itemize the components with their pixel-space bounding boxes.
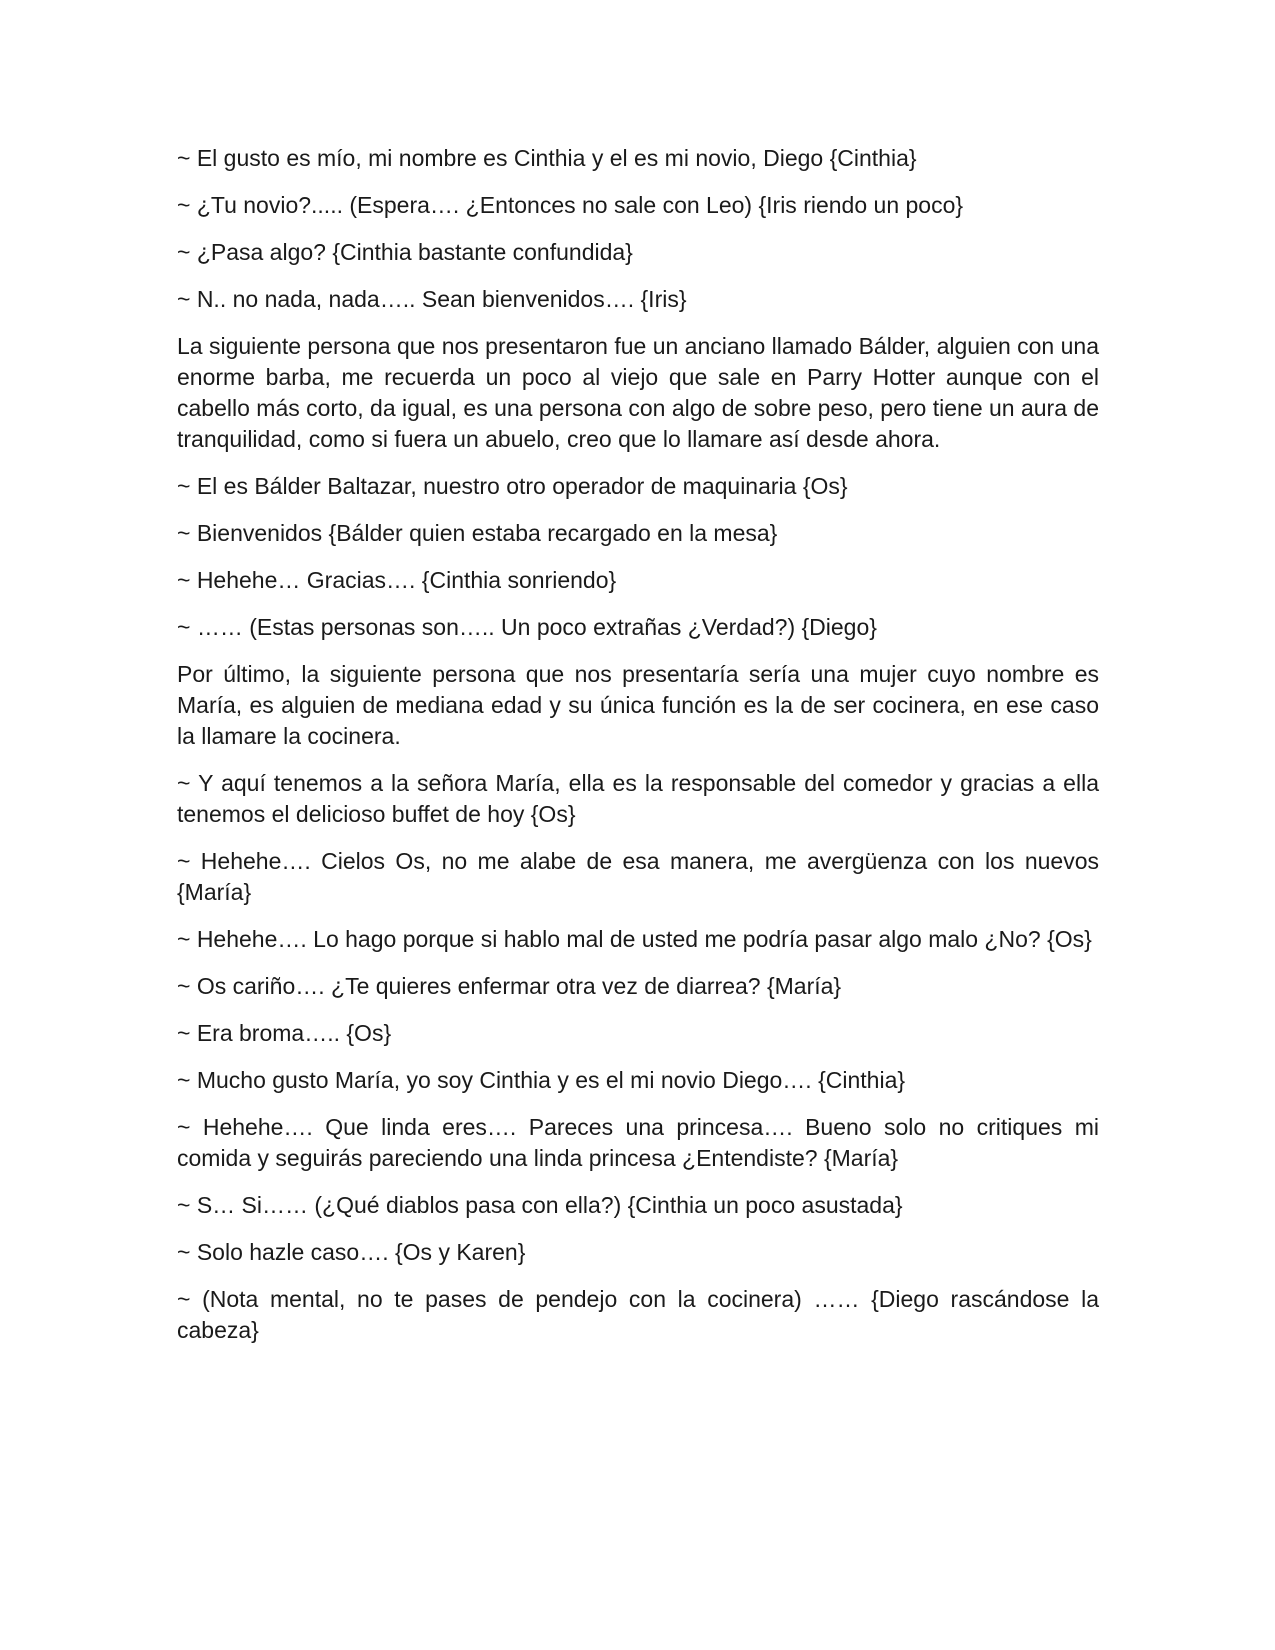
- dialogue-line: ~ Y aquí tenemos a la señora María, ella es la responsable del comedor y gracias a ella tenemos el delicioso buffet de hoy {Os}: [177, 770, 1099, 827]
- dialogue-line: ~ Hehehe…. Que linda eres…. Pareces una princesa…. Bueno solo no critiques mi comida y seguirás pareciendo una linda princesa ¿Entendiste? {María}: [177, 1114, 1099, 1171]
- dialogue-line: ~ Era broma….. {Os}: [177, 1020, 392, 1046]
- dialogue-line: ~ Os cariño…. ¿Te quieres enfermar otra vez de diarrea? {María}: [177, 973, 842, 999]
- dialogue-line: ~ Hehehe… Gracias…. {Cinthia sonriendo}: [177, 567, 617, 593]
- dialogue-line: ~ Solo hazle caso…. {Os y Karen}: [177, 1239, 526, 1265]
- dialogue-line: ~ Hehehe…. Cielos Os, no me alabe de esa manera, me avergüenza con los nuevos {María}: [177, 848, 1099, 905]
- dialogue-line: ~ S… Si…… (¿Qué diablos pasa con ella?) {Cinthia un poco asustada}: [177, 1192, 903, 1218]
- dialogue-line: ~ ¿Tu novio?..... (Espera…. ¿Entonces no sale con Leo) {Iris riendo un poco}: [177, 192, 964, 218]
- document-body: [177, 143, 1099, 1362]
- dialogue-line: ~ N.. no nada, nada….. Sean bienvenidos…. {Iris}: [177, 286, 687, 312]
- dialogue-line: ~ El gusto es mío, mi nombre es Cinthia y el es mi novio, Diego {Cinthia}: [177, 145, 917, 171]
- dialogue-line: ~ …… (Estas personas son….. Un poco extrañas ¿Verdad?) {Diego}: [177, 614, 877, 640]
- dialogue-line: ~ Hehehe…. Lo hago porque si hablo mal de usted me podría pasar algo malo ¿No? {Os}: [177, 926, 1092, 952]
- dialogue-line: ~ (Nota mental, no te pases de pendejo con la cocinera) …… {Diego rascándose la cabeza}: [177, 1286, 1099, 1343]
- dialogue-line: ~ Bienvenidos {Bálder quien estaba recargado en la mesa}: [177, 520, 778, 546]
- narration-paragraph: La siguiente persona que nos presentaron fue un anciano llamado Bálder, alguien con una enorme barba, me recuerda un poco al viejo que sale en Parry Hotter aunque con el cabello más corto, da igual, es una persona con algo de sobre peso, pero tiene un aura de tranquilidad, como si fuera un abuelo, creo que lo llamare así desde ahora.: [177, 333, 1099, 452]
- dialogue-line: ~ ¿Pasa algo? {Cinthia bastante confundida}: [177, 239, 633, 265]
- dialogue-line: ~ Mucho gusto María, yo soy Cinthia y es el mi novio Diego…. {Cinthia}: [177, 1067, 906, 1093]
- narration-paragraph: Por último, la siguiente persona que nos presentaría sería una mujer cuyo nombre es María, es alguien de mediana edad y su única función es la de ser cocinera, en ese caso la llamare la cocinera.: [177, 661, 1099, 749]
- dialogue-line: ~ El es Bálder Baltazar, nuestro otro operador de maquinaria {Os}: [177, 473, 848, 499]
